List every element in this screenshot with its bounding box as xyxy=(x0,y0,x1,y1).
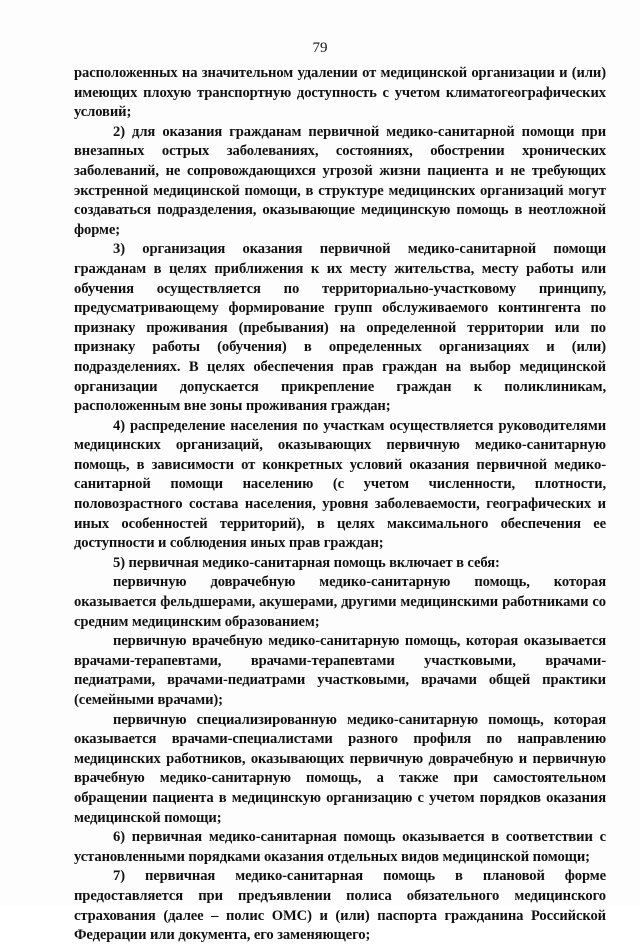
paragraph-item-4: 4) распределение населения по участкам осуществляется руководителями медицинских организаций, оказывающих первичную медико-санитарную помощь, в зависимости от конкретных условий оказания первичной медико-санитарной помощи населению (с учетом численности, плотности, половозрастного состава населения, уровня заболеваемости, географических и иных особенностей территорий), в целях максимального обеспечения ее доступности и соблюдения иных прав граждан; xyxy=(74,417,606,552)
paragraph-item-2: 2) для оказания гражданам первичной медико-санитарной помощи при внезапных острых заболеваниях, состояниях, обострении хронических заболеваний, не сопровождающихся угрозой жизни пациента и не требующих экстренной медицинской помощи, в структуре медицинских организаций могут создаваться подразделения, оказывающие медицинскую помощь в неотложной форме; xyxy=(74,123,606,238)
page-number: 79 xyxy=(312,40,328,56)
paragraph-continuation: расположенных на значительном удалении от медицинской организации и (или) имеющих плохую транспортную доступность с учетом климатогеографических условий; xyxy=(74,65,606,121)
paragraph-item-5-specialized: первичную специализированную медико-санитарную помощь, которая оказывается врачами-специалистами разного профиля по направлению медицинских работников, оказывающих первичную доврачебную и первичную врачебную медико-санитарную помощь, а также при самостоятельном обращении пациента в медицинскую организацию с учетом порядков оказания медицинской помощи; xyxy=(74,711,606,826)
paragraph-item-5-physician: первичную врачебную медико-санитарную помощь, которая оказывается врачами-терапевтами, врачами-терапевтами участковыми, врачами-педиатрами, врачами-педиатрами участковыми, врачами общей практики (семейными врачами); xyxy=(74,633,606,708)
paragraph-item-3: 3) организация оказания первичной медико-санитарной помощи гражданам в целях приближения к их месту жительства, месту работы или обучения осуществляется по территориально-участковому принципу, предусматривающему формирование групп обслуживаемого контингента по признаку проживания (пребывания) на определенной территории или по признаку работы (обучения) в определенных организациях и (или) подразделениях. В целях обеспечения прав граждан на выбор медицинской организации допускается прикрепление граждан к поликлиникам, расположенным вне зоны проживания граждан; xyxy=(74,241,606,415)
document-body xyxy=(74,64,606,946)
paragraph-item-6: 6) первичная медико-санитарная помощь оказывается в соответствии с установленными порядками оказания отдельных видов медицинской помощи; xyxy=(74,829,606,865)
paragraph-item-5: 5) первичная медико-санитарная помощь включает в себя: xyxy=(113,554,500,571)
paragraph-item-7: 7) первичная медико-санитарная помощь в плановой форме предоставляется при предъявлении полиса обязательного медицинского страхования (далее – полис ОМС) и (или) паспорта гражданина Российской Федерации или документа, его заменяющего; xyxy=(74,868,606,944)
paragraph-item-5-prehospital: первичную доврачебную медико-санитарную помощь, которая оказывается фельдшерами, акушерами, другими медицинскими работниками со средним медицинским образованием; xyxy=(74,574,606,630)
